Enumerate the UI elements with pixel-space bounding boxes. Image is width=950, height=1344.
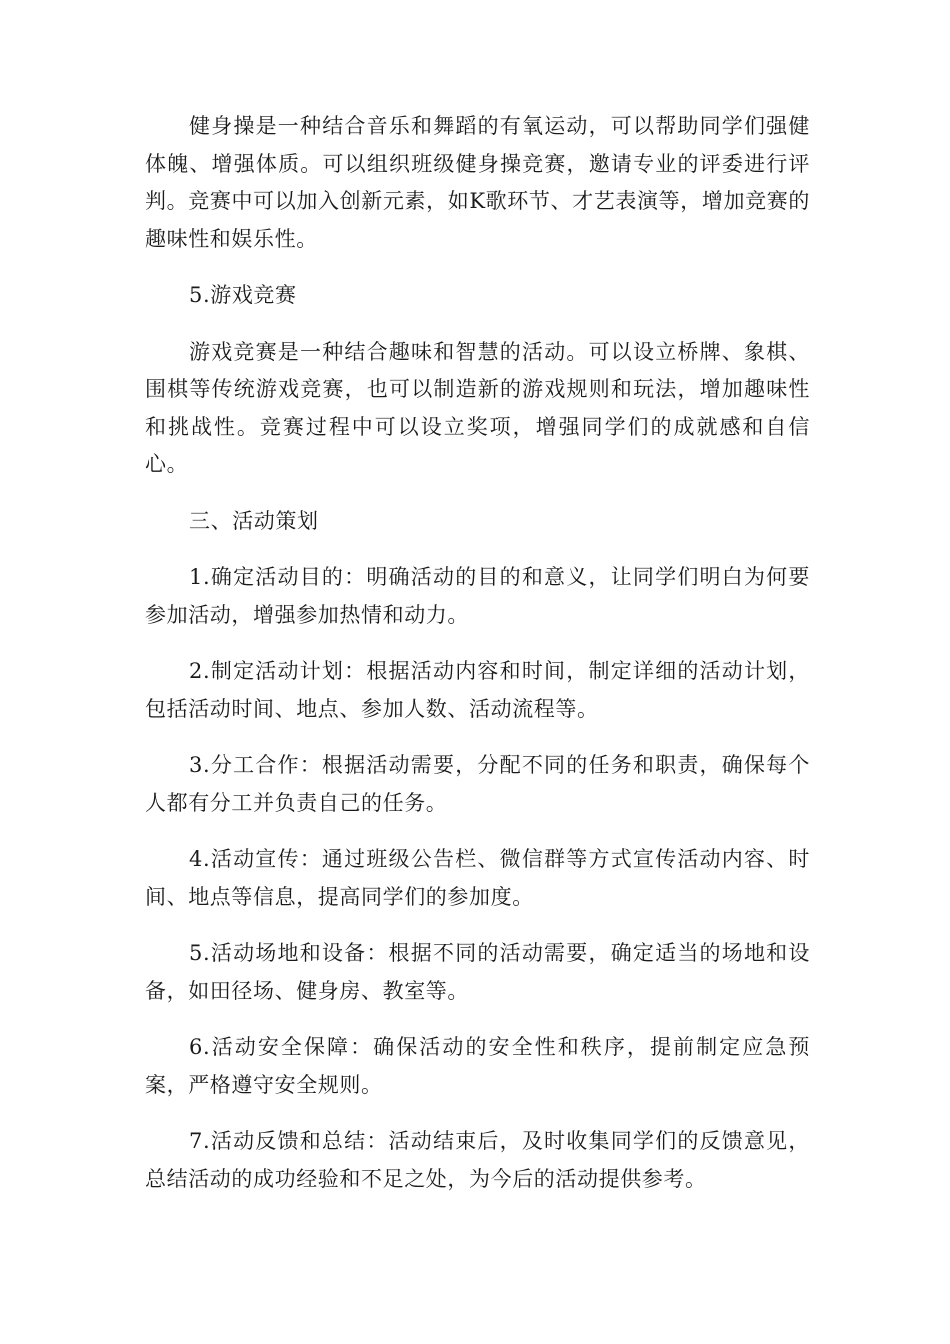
list-item-activity-plan: 2.制定活动计划：根据活动内容和时间，制定详细的活动计划，包括活动时间、地点、参加人数、活动流程等。	[145, 659, 810, 721]
list-item-safety: 6.活动安全保障：确保活动的安全性和秩序，提前制定应急预案，严格遵守安全规则。	[145, 1035, 810, 1097]
document-body	[145, 108, 810, 1217]
list-item-division-of-labor: 3.分工合作：根据活动需要，分配不同的任务和职责，确保每个人都有分工并负责自己的任务。	[145, 753, 810, 815]
list-item-activity-purpose: 1.确定活动目的：明确活动的目的和意义，让同学们明白为何要参加活动，增强参加热情和动力。	[145, 565, 810, 627]
paragraph-fitness-aerobics: 健身操是一种结合音乐和舞蹈的有氧运动，可以帮助同学们强健体魄、增强体质。可以组织班级健身操竞赛，邀请专业的评委进行评判。竞赛中可以加入创新元素，如K歌环节、才艺表演等，增加竞赛的趣味性和娱乐性。	[145, 114, 810, 251]
heading-activity-planning: 三、活动策划	[189, 508, 319, 533]
list-item-venue-equipment: 5.活动场地和设备：根据不同的活动需要，确定适当的场地和设备，如田径场、健身房、教室等。	[145, 941, 810, 1003]
heading-game-competition: 5.游戏竞赛	[189, 283, 297, 307]
list-item-feedback-summary: 7.活动反馈和总结：活动结束后，及时收集同学们的反馈意见，总结活动的成功经验和不足之处，为今后的活动提供参考。	[145, 1129, 810, 1191]
list-item-publicity: 4.活动宣传：通过班级公告栏、微信群等方式宣传活动内容、时间、地点等信息，提高同学们的参加度。	[145, 847, 810, 909]
paragraph-game-competition: 游戏竞赛是一种结合趣味和智慧的活动。可以设立桥牌、象棋、围棋等传统游戏竞赛，也可以制造新的游戏规则和玩法，增加趣味性和挑战性。竞赛过程中可以设立奖项，增强同学们的成就感和自信心。	[145, 339, 810, 476]
